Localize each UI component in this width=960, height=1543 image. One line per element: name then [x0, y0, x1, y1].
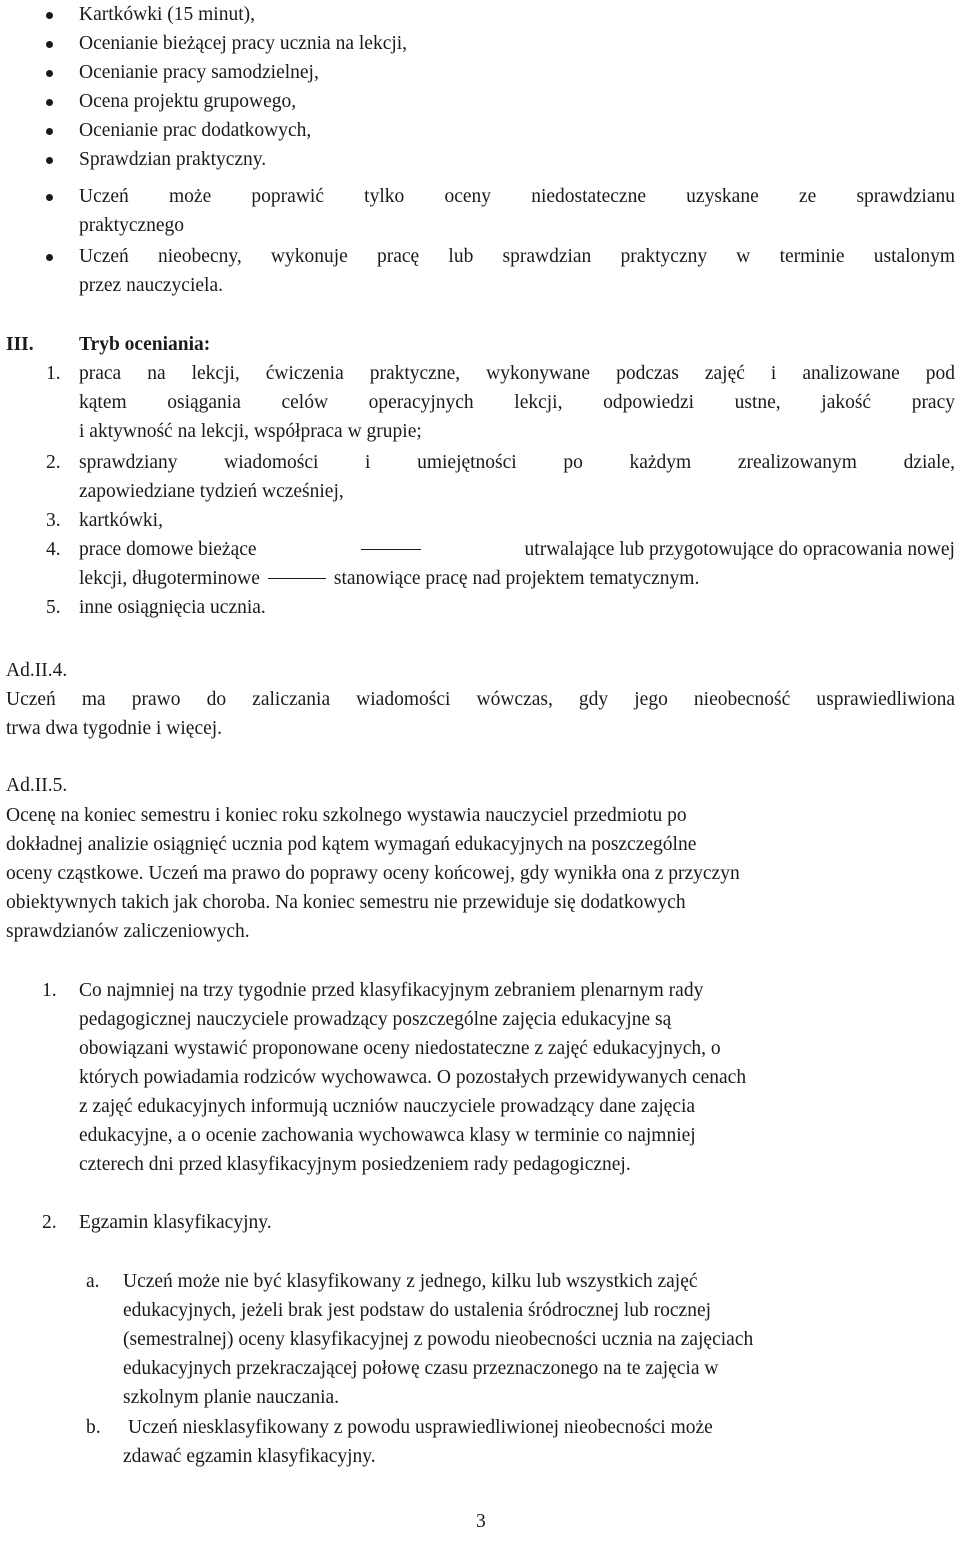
list-item-continued: obowiązani wystawić proponowane oceny niedostateczne z zajęć edukacyjnych, o	[79, 1038, 721, 1059]
list-item: inne osiągnięcia ucznia.	[79, 597, 266, 618]
bullet-dot	[46, 41, 53, 48]
list-letter: a.	[86, 1271, 100, 1292]
paragraph-line: Ocenę na koniec semestru i koniec roku szkolnego wystawia nauczyciel przedmiotu po	[6, 805, 687, 826]
paragraph-heading: Ad.II.5.	[6, 775, 68, 796]
list-item	[79, 535, 955, 564]
list-item-continued: z zajęć edukacyjnych informują uczniów nauczyciele prowadzący dane zajęcia	[79, 1096, 696, 1117]
bullet-item: Uczeń nieobecny, wykonuje pracę lub sprawdzian praktyczny w terminie ustalonym	[79, 246, 955, 267]
em-dash	[268, 578, 326, 580]
list-number: 5.	[46, 597, 61, 618]
list-item-text: stanowiące pracę nad projektem tematycznym.	[333, 568, 700, 589]
paragraph-line: oceny cząstkowe. Uczeń ma prawo do poprawy oceny końcowej, gdy wynikła ona z przyczyn	[6, 863, 740, 884]
list-item-continued: edukacyjnych, jeżeli brak jest podstaw do ustalenia śródrocznej lub rocznej	[123, 1300, 712, 1321]
paragraph-line: Uczeń ma prawo do zaliczania wiadomości wówczas, gdy jego nieobecność usprawiedliwiona	[6, 689, 955, 710]
list-item-continued: szkolnym planie nauczania.	[123, 1387, 340, 1408]
list-item-text: utrwalające lub przygotowujące do opracowania nowej	[524, 539, 955, 560]
list-number: 4.	[46, 539, 61, 560]
bullet-dot	[46, 70, 53, 77]
list-number: 2.	[42, 1212, 57, 1233]
section-numeral: III.	[6, 334, 34, 355]
bullet-item: Sprawdzian praktyczny.	[79, 149, 267, 170]
bullet-item: Ocenianie prac dodatkowych,	[79, 120, 312, 141]
bullet-item-continued: przez nauczyciela.	[79, 275, 223, 296]
list-item-continued: edukacyjnych przekraczającej połowę czasu przeznaczonego na te zajęcia w	[123, 1358, 719, 1379]
list-item-text: lekcji, długoterminowe	[79, 568, 260, 589]
bullet-item: Ocena projektu grupowego,	[79, 91, 297, 112]
list-number: 3.	[46, 510, 61, 531]
list-item-continued: czterech dni przed klasyfikacyjnym posiedzeniem rady pedagogicznej.	[79, 1154, 631, 1175]
bullet-item-continued: praktycznego	[79, 215, 185, 236]
section-title: Tryb oceniania:	[79, 334, 211, 355]
list-item-continued: kątem osiągania celów operacyjnych lekcji, odpowiedzi ustne, jakość pracy	[79, 392, 955, 413]
bullet-item: Ocenianie pracy samodzielnej,	[79, 62, 319, 83]
list-item-continued	[79, 564, 699, 593]
list-item: kartkówki,	[79, 510, 163, 531]
paragraph-line: sprawdzianów zaliczeniowych.	[6, 921, 250, 942]
list-item-continued: zdawać egzamin klasyfikacyjny.	[123, 1446, 376, 1467]
list-item-text: prace domowe bieżące	[79, 539, 257, 560]
list-item-continued: pedagogicznej nauczyciele prowadzący poszczególne zajęcia edukacyjne są	[79, 1009, 672, 1030]
list-item: Egzamin klasyfikacyjny.	[79, 1212, 272, 1233]
bullet-dot	[46, 99, 53, 106]
bullet-dot	[46, 128, 53, 135]
list-number: 1.	[46, 363, 61, 384]
list-item-continued: i aktywność na lekcji, współpraca w grupie;	[79, 421, 422, 442]
page-number: 3	[476, 1511, 486, 1532]
list-item: praca na lekcji, ćwiczenia praktyczne, wykonywane podczas zajęć i analizowane pod	[79, 363, 955, 384]
list-item: Co najmniej na trzy tygodnie przed klasyfikacyjnym zebraniem plenarnym rady	[79, 980, 704, 1001]
list-item-continued: zapowiedziane tydzień wcześniej,	[79, 481, 344, 502]
paragraph-line: trwa dwa tygodnie i więcej.	[6, 718, 223, 739]
list-number: 1.	[42, 980, 57, 1001]
list-item: sprawdziany wiadomości i umiejętności po każdym zrealizowanym dziale,	[79, 452, 955, 473]
list-item: Uczeń może nie być klasyfikowany z jednego, kilku lub wszystkich zajęć	[123, 1271, 698, 1292]
bullet-dot	[46, 194, 53, 201]
list-item: Uczeń niesklasyfikowany z powodu usprawiedliwionej nieobecności może	[128, 1417, 713, 1438]
paragraph-line: dokładnej analizie osiągnięć ucznia pod kątem wymagań edukacyjnych na poszczególne	[6, 834, 697, 855]
em-dash	[361, 549, 421, 551]
bullet-item: Uczeń może poprawić tylko oceny niedostateczne uzyskane ze sprawdzianu	[79, 186, 955, 207]
list-item-continued: których powiadamia rodziców wychowawca. O pozostałych przewidywanych cenach	[79, 1067, 747, 1088]
paragraph-heading: Ad.II.4.	[6, 660, 68, 681]
list-item-continued: (semestralnej) oceny klasyfikacyjnej z powodu nieobecności ucznia na zajęciach	[123, 1329, 754, 1350]
list-number: 2.	[46, 452, 61, 473]
list-letter: b.	[86, 1417, 101, 1438]
bullet-item: Kartkówki (15 minut),	[79, 4, 256, 25]
bullet-dot	[46, 12, 53, 19]
paragraph-line: obiektywnych takich jak choroba. Na koniec semestru nie przewiduje się dodatkowych	[6, 892, 686, 913]
list-item-continued: edukacyjne, a o ocenie zachowania wychowawca klasy w terminie co najmniej	[79, 1125, 696, 1146]
bullet-item: Ocenianie bieżącej pracy ucznia na lekcji,	[79, 33, 408, 54]
bullet-dot	[46, 254, 53, 261]
bullet-dot	[46, 157, 53, 164]
